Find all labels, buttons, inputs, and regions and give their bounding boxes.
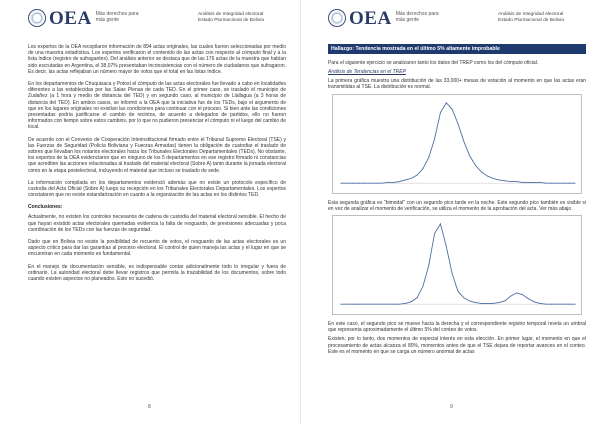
data-point <box>498 179 499 180</box>
data-point <box>557 182 558 183</box>
data-point <box>393 182 394 183</box>
data-point <box>522 294 523 295</box>
logo-tagline: Más derechos para más gente <box>95 11 139 23</box>
data-point <box>528 182 529 183</box>
data-point <box>387 182 388 183</box>
data-point <box>563 182 564 183</box>
finding-banner: Hallazgo: Tendencia mostrada en el último 5% altamente improbable <box>328 44 586 54</box>
chart-svg <box>333 95 581 193</box>
data-point <box>381 182 382 183</box>
data-point <box>551 304 552 305</box>
header-meta <box>198 12 286 24</box>
page-right <box>300 0 600 424</box>
paragraph: La información compilada en los departamentos evidenció además que no existe un protocolo específico de custodia del Acta Oficial (Sobre A) luego su recepción en los Tribunales Electorales Departamentales. Los expertos constataron que no existe estandarización en cuanto a la organización de las actas en los distintos TED. <box>28 179 286 199</box>
data-point <box>545 304 546 305</box>
paragraph: Existen, por lo tanto, dos momentos de especial interés en esta elección. En primer lugar, el momento en que el procesamiento de actas alcanza el 80%, momentos antes de que el TSE dejara de reportar avances en el conteo. Este es el momento en que se carga un número anormal de actas <box>328 336 586 355</box>
data-point <box>504 180 505 181</box>
data-point <box>340 182 341 183</box>
data-point <box>457 123 458 124</box>
conclusion-paragraph: En el manejo de documentación sensible, es indispensable contar adicionalmente todo lo irregular y fuera de ordinario. La autoridad electoral debe llevar registros que permita la trazabilidad de los documentos, sobre todo cuando existen aspectos no planeados. Esto no sucedió. <box>28 263 286 283</box>
data-point <box>493 177 494 178</box>
data-point <box>422 286 423 287</box>
data-point <box>463 297 464 298</box>
data-point <box>539 303 540 304</box>
data-point <box>440 223 441 224</box>
paragraph: En los departamentos de Chuquisaca y Potosí el cómputo de las actas electorales fue llevado a cabo en localidades diferentes a las establecidas por las Salas Plenas de cada TED. En el primer caso, se trasladó el municipio de Zudañez (a 1 hora y medio de distancia del TED) y en segundo caso, al municipio de Llallagua (a 3 horas de distancia del TED). En ambos casos, se informó a la OEA que la iniciativa fue de los TEDs, bajo el argumento de que en los lugares originales no existían las condiciones para continuar con el proceso. Si bien ante las condiciones presentadas podría justificarse el cambio de recintos, de acuerdo a delegados de partidos, ello no fueron informados con tiempo sobre estos cambios, por lo que no pudieron presenciar el cómputo ni el luego del cambio de local. <box>28 81 286 131</box>
data-point <box>358 182 359 183</box>
page-header <box>28 7 286 29</box>
data-point <box>422 168 423 169</box>
data-point <box>487 303 488 304</box>
data-point <box>346 304 347 305</box>
logo-text: OEA <box>49 7 92 29</box>
data-point <box>352 182 353 183</box>
data-point <box>340 304 341 305</box>
page-number: 9 <box>450 404 453 410</box>
page-number: 8 <box>148 404 151 410</box>
data-point <box>346 182 347 183</box>
header-meta <box>498 12 586 24</box>
data-point <box>575 304 576 305</box>
data-point <box>487 175 488 176</box>
data-point <box>370 304 371 305</box>
data-point <box>417 174 418 175</box>
header-meta-line2: Estado Plurinacional de Bolivia <box>498 18 564 23</box>
oea-seal-icon <box>28 9 46 27</box>
paragraph: De acuerdo con el Convenio de Cooperación Interinstitucional firmado entre el Tribunal Supremo Electoral (TSE) y las Fuerzas de Seguridad (Policía Boliviana y Fuerzas Armadas) tienen la obligación de custodiar el traslado de sobres que llevaban los notarios electorales hacia los Tribunales Electorales Departamentales (TEDs). No obstante, los expertos de la OEA evidenciaron que en ninguno de los 5 departamentos en ese registro firmado ni constancias que acrediten las acciones relacionadas al traslado del material electoral (Sobre A) tanto durante la jornada electoral como en la etapa postelectoral, incluyendo el material que incluso se traslado de sede. <box>28 136 286 174</box>
paragraph: La primera gráfica muestra una distribución de las 33,000+ mesas de votación al momento en que las actas eran transmitidas al TSE. La distribución es normal. <box>328 78 586 91</box>
data-point <box>358 304 359 305</box>
chart-distribution-1 <box>332 94 582 194</box>
paragraph: Los expertos de la OEA recopilaron información de 894 actas originales, las cuales fueron seleccionadas por medio de una muestra estadística. Los expertos verificaron el contenido de las actas con respecto al cómputo final y a la lista índice (registro de sufragantes). Del análisis anterior se destaca que de las 176 actas de la muestra que habían sido escrutadas en Argentina, el 38,07% presentaban inconsistencias con el número de ciudadanos que sufragaron. Es decir, las actas reflejaban un número mayor de votos que el total en las listas índice. <box>28 44 286 75</box>
paragraph: Esta segunda gráfica es "bimodal" con un segundo pico tarde en la noche. Este segundo pico también es visible si en vez de analizar el momento de verificación, se utiliza el momento de la aprobación del acta. Ver más abajo. <box>328 199 586 212</box>
header-meta-line2: Estado Plurinacional de Bolivia <box>198 18 264 23</box>
data-point <box>575 182 576 183</box>
data-point <box>545 182 546 183</box>
data-point <box>510 181 511 182</box>
intro-paragraph: Para el siguiente ejercicio se analizaron tanto los datos del TREP como los del cómputo oficial. <box>328 60 539 66</box>
data-point <box>481 303 482 304</box>
data-point <box>475 302 476 303</box>
data-point <box>534 301 535 302</box>
data-point <box>481 171 482 172</box>
data-point <box>569 304 570 305</box>
data-point <box>498 302 499 303</box>
header-meta-line1: Análisis de Integridad electoral <box>198 12 264 17</box>
data-point <box>563 304 564 305</box>
data-point <box>452 273 453 274</box>
data-point <box>446 102 447 103</box>
series-line <box>341 102 575 182</box>
conclusions-heading: Conclusiones: <box>28 204 63 211</box>
data-point <box>376 182 377 183</box>
data-point <box>446 246 447 247</box>
data-point <box>381 304 382 305</box>
conclusion-paragraph: Actualmente, no existen los controles necesarios de cadena de custodia del material electoral sensible. El hecho de que hayan existido actas electorales quemadas evidencia la falta de resguardo, de previsiones adecuadas y poca coordinación de los TEDs con las fuerzas de seguridad. <box>28 214 286 233</box>
data-point <box>399 181 400 182</box>
data-point <box>557 304 558 305</box>
data-point <box>475 165 476 166</box>
data-point <box>463 141 464 142</box>
data-point <box>534 182 535 183</box>
data-point <box>405 303 406 304</box>
data-point <box>364 182 365 183</box>
data-point <box>528 298 529 299</box>
oea-logo <box>28 7 146 29</box>
data-point <box>516 292 517 293</box>
data-point <box>469 301 470 302</box>
paragraph: En este caso, el segundo pico se mueve hacia la derecha y el correspondiente registro temporal revela un umbral que representa aproximadamente el último 5% del conteo de votos. <box>328 321 586 334</box>
data-point <box>428 157 429 158</box>
section-subtitle: Análisis de Tendencias en el TREP <box>328 69 406 76</box>
data-point <box>440 112 441 113</box>
data-point <box>376 304 377 305</box>
data-point <box>428 265 429 266</box>
data-point <box>411 301 412 302</box>
data-point <box>434 233 435 234</box>
data-point <box>452 108 453 109</box>
logo-text: OEA <box>349 7 392 29</box>
page-header <box>328 7 586 29</box>
data-point <box>399 304 400 305</box>
data-point <box>393 304 394 305</box>
data-point <box>516 181 517 182</box>
data-point <box>493 303 494 304</box>
logo-tagline: Más derechos para más gente <box>395 11 439 23</box>
data-point <box>352 304 353 305</box>
data-point <box>510 296 511 297</box>
series-line <box>341 224 575 304</box>
data-point <box>417 297 418 298</box>
oea-logo <box>328 7 446 29</box>
data-point <box>387 304 388 305</box>
data-point <box>370 182 371 183</box>
chart-svg <box>333 216 581 314</box>
data-point <box>469 155 470 156</box>
conclusion-paragraph: Dado que en Bolivia no existe la posibilidad de recuento de votos, el resguardo de las actas electorales es un aspecto crítico para dar las garantías al proceso electoral. El control de quien maneja las actas y el lugar en que se encuentran en cada momento es fundamental. <box>28 239 286 258</box>
data-point <box>405 179 406 180</box>
header-meta-line1: Análisis de Integridad electoral <box>498 12 564 17</box>
data-point <box>457 291 458 292</box>
data-point <box>434 138 435 139</box>
data-point <box>539 182 540 183</box>
data-point <box>522 182 523 183</box>
data-point <box>364 304 365 305</box>
chart-distribution-2 <box>332 215 582 315</box>
data-point <box>551 182 552 183</box>
data-point <box>569 182 570 183</box>
data-point <box>411 177 412 178</box>
page-body <box>328 44 586 361</box>
page-body <box>28 44 286 288</box>
data-point <box>504 301 505 302</box>
oea-seal-icon <box>328 9 346 27</box>
